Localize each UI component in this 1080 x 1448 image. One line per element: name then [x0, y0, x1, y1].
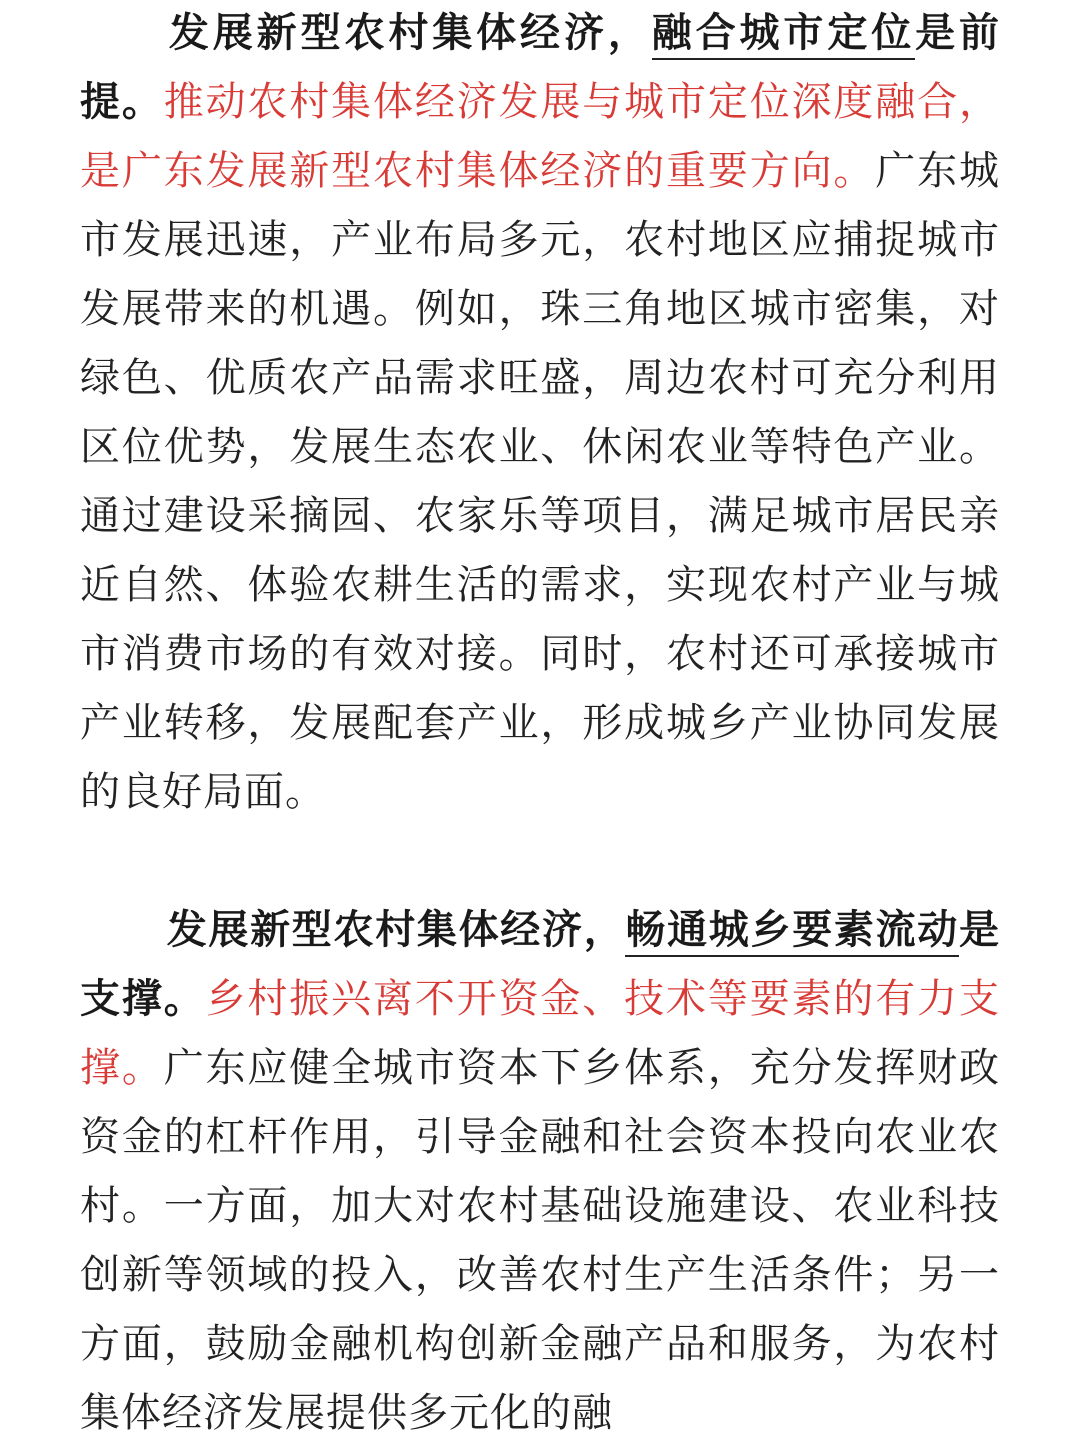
paragraph-2-body: 广东应健全城市资本下乡体系，充分发挥财政资金的杠杆作用，引导金融和社会资本投向农业农村。一方面，加大对农村基础设施建设、农业科技创新等领域的投入，改善农村生产生活条件；另一方面，鼓励金融机构创新金融产品和服务，为农村集体经济发展提供多元化的融 — [80, 1045, 1001, 1436]
paragraph-2-underlined-keyword: 畅通城乡要素流动 — [625, 907, 959, 957]
paragraph-2-lead: 发展新型农村集体经济， — [166, 907, 626, 953]
paragraph-1-underlined-keyword: 融合城市定位 — [652, 10, 915, 60]
paragraph-2-lead-end: 是支撑。 — [80, 907, 1001, 1022]
paragraph-factor-flow — [80, 896, 1000, 1448]
paragraph-urban-positioning — [80, 0, 1000, 827]
paragraph-1-body: 广东城市发展迅速，产业布局多元，农村地区应捕捉城市发展带来的机遇。例如，珠三角地区城市密集，对绿色、优质农产品需求旺盛，周边农村可充分利用区位优势，发展生态农业、休闲农业等特色产业。通过建设采摘园、农家乐等项目，满足城市居民亲近自然、体验农耕生活的需求，实现农村产业与城市消费市场的有效对接。同时，农村还可承接城市产业转移，发展配套产业，形成城乡产业协同发展的良好局面。 — [80, 148, 1001, 815]
paragraph-1-highlight: 推动农村集体经济发展与城市定位深度融合，是广东发展新型农村集体经济的重要方向。 — [80, 79, 1001, 194]
paragraph-1-lead-end: 是前提。 — [80, 10, 1001, 125]
paragraph-1-lead: 发展新型农村集体经济， — [166, 10, 652, 56]
paragraph-2-highlight: 乡村振兴离不开资金、技术等要素的有力支撑。 — [80, 976, 1001, 1091]
